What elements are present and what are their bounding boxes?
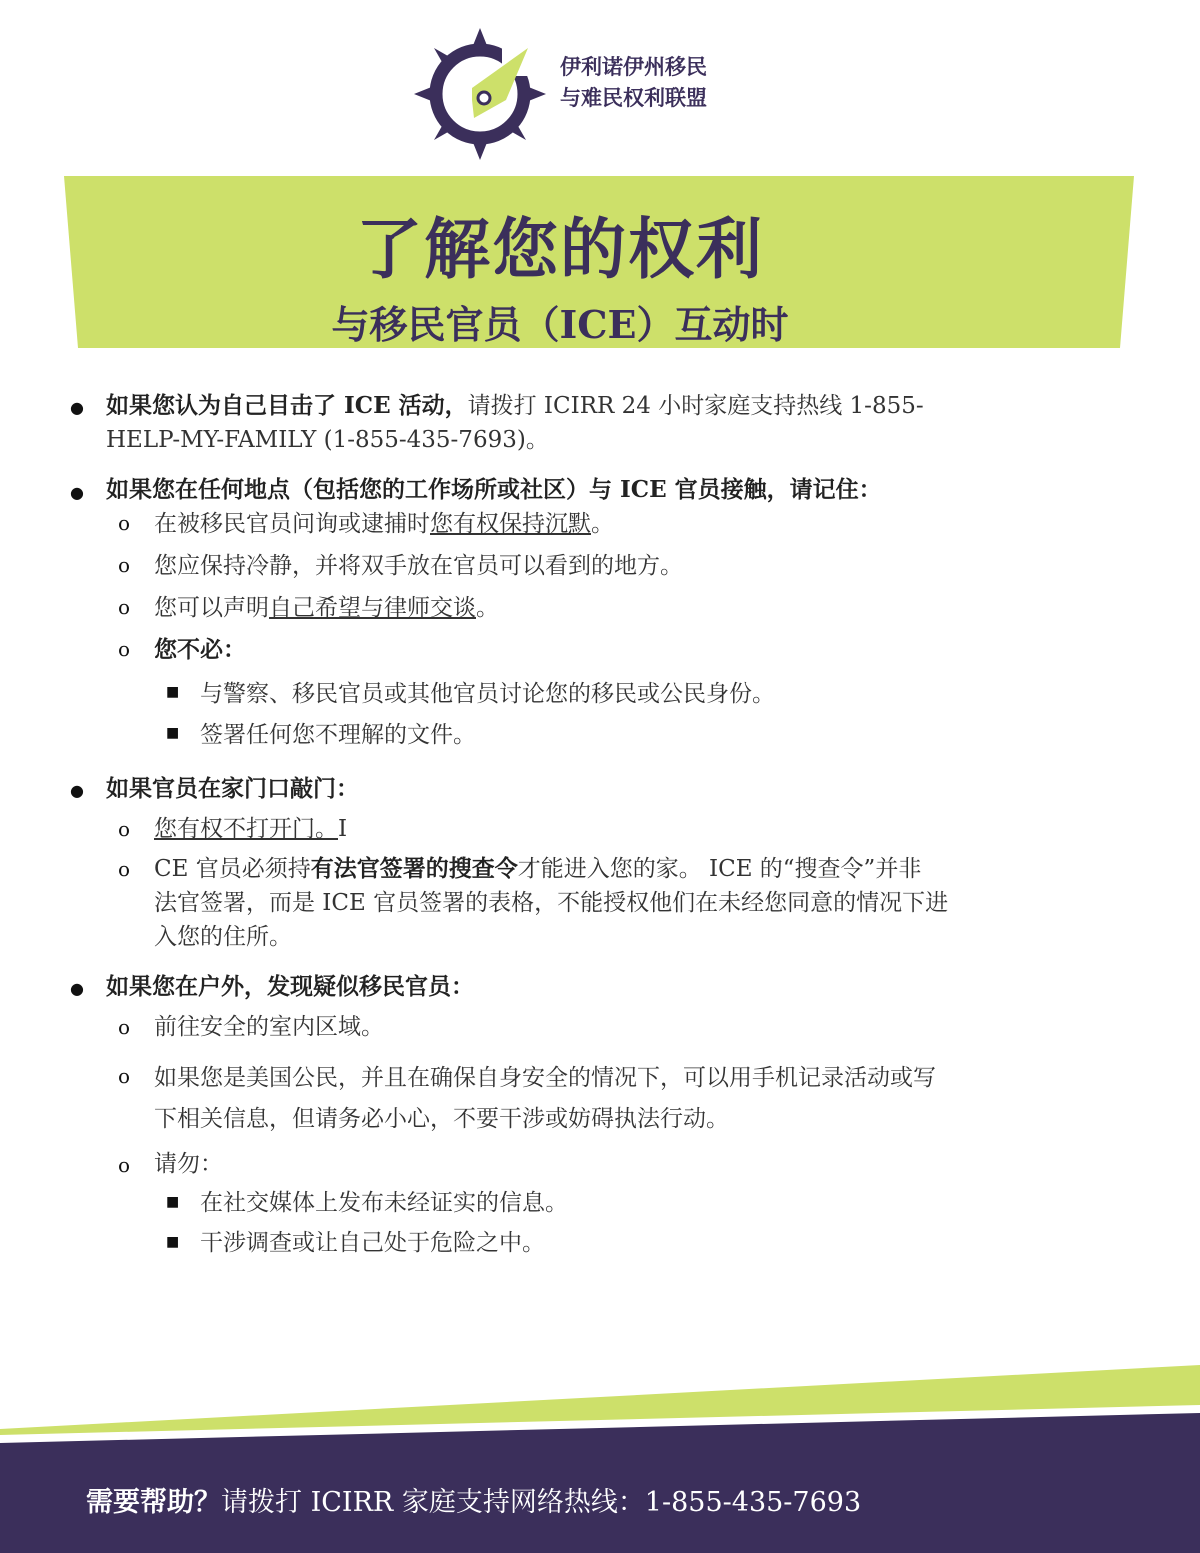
circle-bullet-icon: o [118, 1153, 131, 1177]
item-underlined: 自己希望与律师交谈 [269, 595, 476, 621]
hotline-text: 请拨打 ICIRR 24 小时家庭支持热线 1-855- [467, 393, 924, 419]
circle-bullet-icon: o [118, 817, 131, 841]
sub-list-item: 与警察、移民官员或其他官员讨论您的移民或公民身份。 [200, 681, 775, 707]
page-subtitle: 与移民官员（ICE）互动时 [331, 302, 789, 347]
section-heading: 如果您在户外，发现疑似移民官员： [106, 973, 474, 1000]
sub-list-item: 干涉调查或让自己处于危险之中。 [200, 1230, 545, 1256]
square-bullet-icon: ■ [166, 725, 180, 741]
sub-list-item: 在社交媒体上发布未经证实的信息。 [200, 1190, 568, 1216]
list-item: 您应保持冷静，并将双手放在官员可以看到的地方。 [154, 553, 683, 579]
footer-bold: 需要帮助？ [86, 1487, 221, 1518]
bullet-icon: ● [70, 483, 84, 502]
item-text: 您可以声明 [154, 595, 269, 621]
circle-bullet-icon: o [118, 1064, 131, 1088]
list-item [154, 591, 1074, 625]
list-item [154, 507, 1074, 541]
item-text: 法官签署，而是 ICE 官员签署的表格，不能授权他们在未经您同意的情况下进 [154, 890, 949, 916]
footer-helpline [86, 1480, 861, 1519]
item-bold: 有法官签署的搜查令 [310, 855, 518, 882]
item-text: 下相关信息，但请务必小心，不要干涉或妨碍执法行动。 [154, 1106, 729, 1132]
footer-text: 请拨打 ICIRR 家庭支持网络热线：1-855-435-7693 [221, 1487, 862, 1518]
page-title: 了解您的权利 [356, 210, 764, 288]
circle-bullet-icon: o [118, 595, 131, 619]
bullet-icon: ● [70, 979, 84, 998]
item-text: 入您的住所。 [154, 924, 292, 950]
list-item [154, 812, 1074, 846]
circle-bullet-icon: o [118, 553, 131, 577]
list-item [154, 1058, 1074, 1140]
org-name-line1: 伊利诺伊州移民 [560, 55, 707, 79]
item-text: 。 [591, 511, 614, 537]
list-item: 前往安全的室内区域。 [154, 1014, 384, 1040]
sub-list-item: 签署任何您不理解的文件。 [200, 722, 476, 748]
item-text: 在被移民官员问询或逮捕时 [154, 511, 430, 537]
circle-bullet-icon: o [118, 637, 131, 661]
org-name-line2: 与难民权利联盟 [560, 86, 707, 110]
list-item [154, 852, 1074, 954]
item-text: I [338, 816, 348, 842]
section-heading: 如果您认为自己目击了 ICE 活动， [106, 392, 468, 419]
circle-bullet-icon: o [118, 857, 131, 881]
bullet-icon: ● [70, 781, 84, 800]
item-underlined: 您有权不打开门。 [154, 816, 338, 842]
circle-bullet-icon: o [118, 511, 131, 535]
item-text: CE 官员必须持 [154, 856, 311, 882]
list-item: 您不必： [154, 636, 246, 663]
compass-icon [414, 28, 546, 160]
footer-band [0, 1365, 1200, 1553]
list-item: 请勿： [154, 1151, 223, 1177]
square-bullet-icon: ■ [166, 1234, 180, 1250]
item-underlined: 您有权保持沉默 [430, 511, 591, 537]
square-bullet-icon: ■ [166, 1194, 180, 1210]
section-heading: 如果官员在家门口敲门： [106, 775, 359, 802]
hotline-number: HELP-MY-FAMILY (1-855-435-7693)。 [106, 427, 549, 453]
section-heading: 如果您在任何地点（包括您的工作场所或社区）与 ICE 官员接触，请记住： [106, 476, 882, 503]
bullet-icon: ● [70, 398, 84, 417]
item-text: 才能进入您的家。 ICE 的“搜查令”并非 [517, 856, 922, 882]
item-text: 。 [476, 595, 499, 621]
circle-bullet-icon: o [118, 1015, 131, 1039]
organization-name [560, 52, 707, 114]
item-text: 如果您是美国公民，并且在确保自身安全的情况下，可以用手机记录活动或写 [154, 1065, 936, 1091]
section-ice-activity [106, 389, 1066, 457]
square-bullet-icon: ■ [166, 684, 180, 700]
